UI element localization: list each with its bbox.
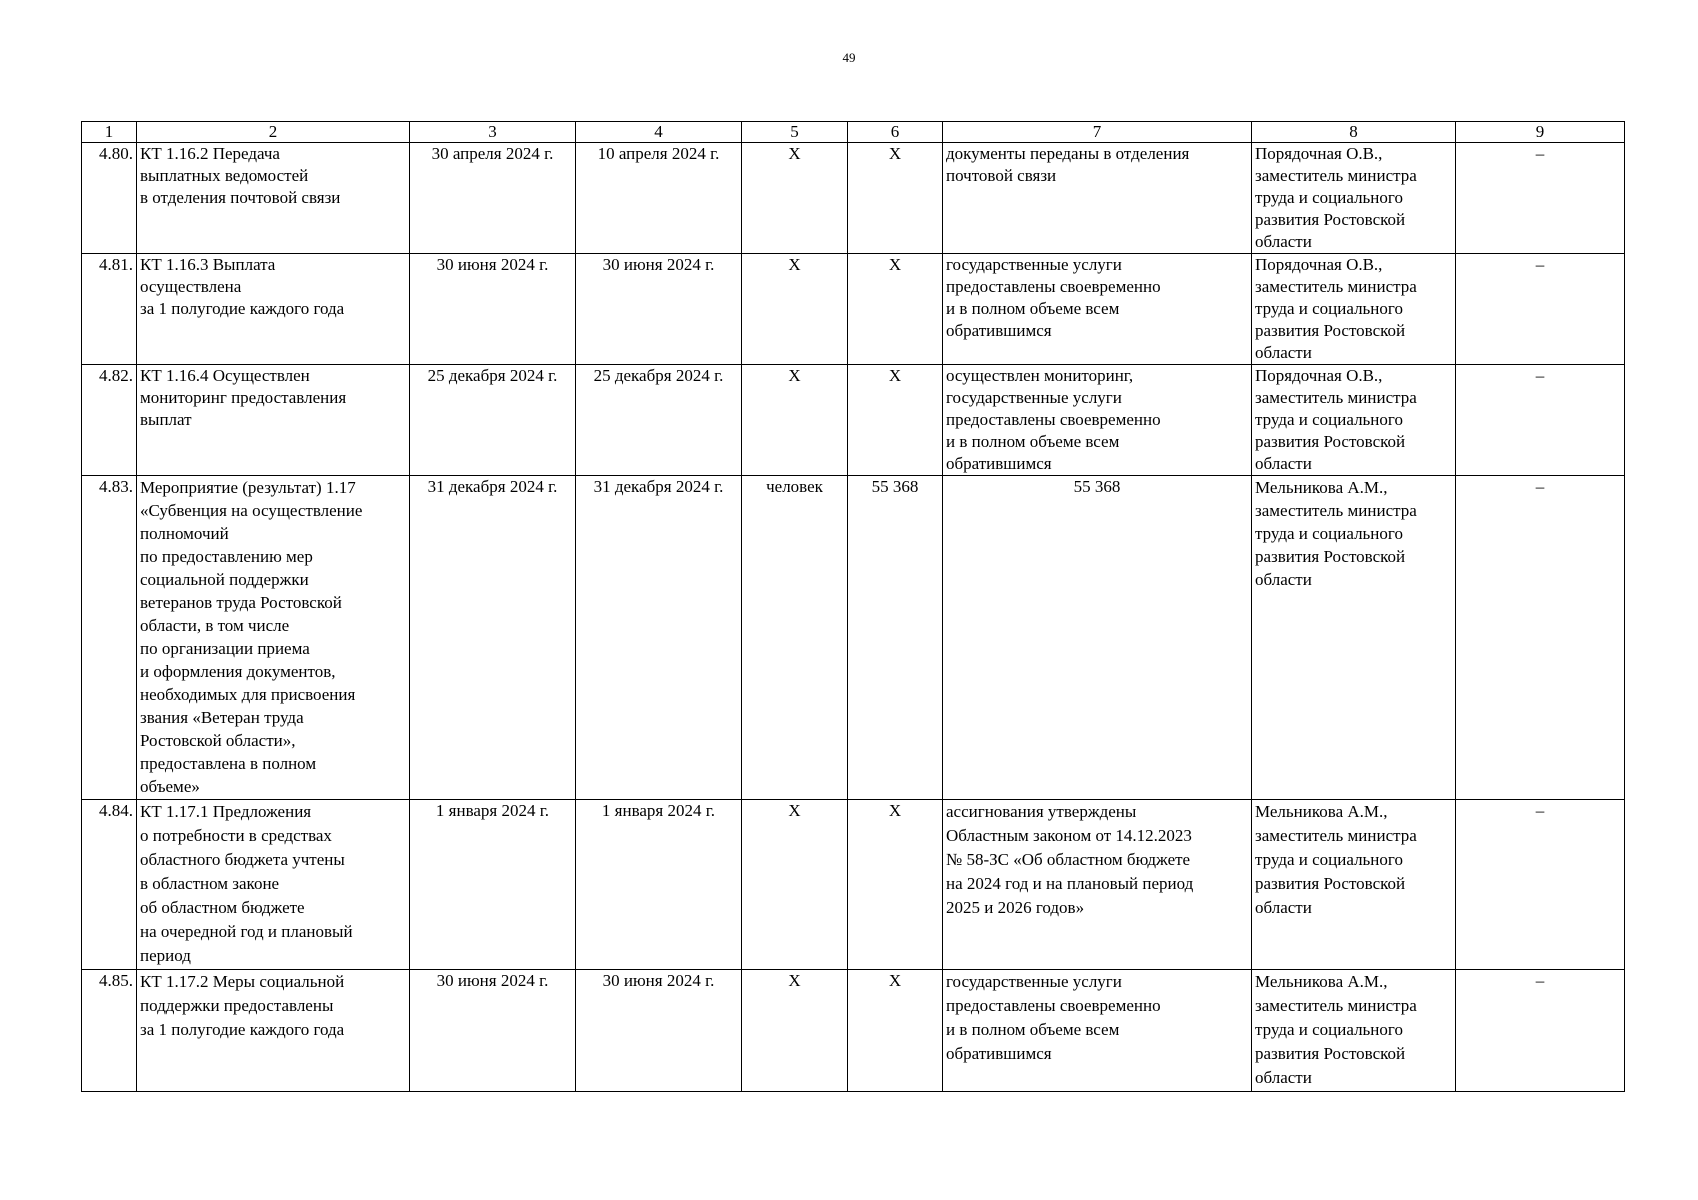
plan-date: 25 декабря 2024 г.	[410, 365, 576, 476]
responsible-cell: Мельникова А.М., заместитель министра труда и социального развития Ростовской области	[1252, 970, 1456, 1092]
unit-cell: человек	[742, 476, 848, 800]
note-cell: –	[1456, 476, 1625, 800]
item-name: КТ 1.17.2 Меры социальной поддержки предоставлены за 1 полугодие каждого года	[137, 970, 410, 1092]
header-cell: 5	[742, 122, 848, 143]
plan-date: 30 июня 2024 г.	[410, 970, 576, 1092]
table-row	[82, 143, 1625, 254]
fact-date: 1 января 2024 г.	[576, 800, 742, 970]
result-cell: ассигнования утверждены Областным законом от 14.12.2023 № 58-ЗС «Об областном бюджете на 2024 год и на плановый период 2025 и 2026 годов»	[943, 800, 1252, 970]
responsible-cell: Порядочная О.В., заместитель министра труда и социального развития Ростовской области	[1252, 365, 1456, 476]
unit-cell: Х	[742, 800, 848, 970]
result-cell: 55 368	[943, 476, 1252, 800]
fact-date: 25 декабря 2024 г.	[576, 365, 742, 476]
header-cell: 3	[410, 122, 576, 143]
row-number: 4.84.	[82, 800, 137, 970]
table-row	[82, 970, 1625, 1092]
fact-date: 10 апреля 2024 г.	[576, 143, 742, 254]
item-name: КТ 1.16.2 Передача выплатных ведомостей в отделения почтовой связи	[137, 143, 410, 254]
table-row	[82, 800, 1625, 970]
result-cell: документы переданы в отделения почтовой связи	[943, 143, 1252, 254]
note-cell: –	[1456, 254, 1625, 365]
plan-date: 1 января 2024 г.	[410, 800, 576, 970]
responsible-cell: Порядочная О.В., заместитель министра труда и социального развития Ростовской области	[1252, 254, 1456, 365]
responsible-cell: Порядочная О.В., заместитель министра труда и социального развития Ростовской области	[1252, 143, 1456, 254]
note-cell: –	[1456, 970, 1625, 1092]
plan-date: 30 апреля 2024 г.	[410, 143, 576, 254]
header-cell: 8	[1252, 122, 1456, 143]
item-name: КТ 1.16.3 Выплата осуществлена за 1 полугодие каждого года	[137, 254, 410, 365]
responsible-cell: Мельникова А.М., заместитель министра труда и социального развития Ростовской области	[1252, 800, 1456, 970]
page-number: 49	[842, 50, 856, 65]
fact-date: 30 июня 2024 г.	[576, 254, 742, 365]
table-header-row	[82, 122, 1625, 143]
result-cell: государственные услуги предоставлены своевременно и в полном объеме всем обратившимся	[943, 254, 1252, 365]
table-row	[82, 254, 1625, 365]
result-cell: осуществлен мониторинг, государственные услуги предоставлены своевременно и в полном объеме всем обратившимся	[943, 365, 1252, 476]
plan-value-cell: 55 368	[848, 476, 943, 800]
table-row	[82, 365, 1625, 476]
responsible-cell: Мельникова А.М., заместитель министра труда и социального развития Ростовской области	[1252, 476, 1456, 800]
fact-date: 31 декабря 2024 г.	[576, 476, 742, 800]
unit-cell: Х	[742, 365, 848, 476]
plan-date: 30 июня 2024 г.	[410, 254, 576, 365]
unit-cell: Х	[742, 970, 848, 1092]
row-number: 4.80.	[82, 143, 137, 254]
plan-value-cell: Х	[848, 800, 943, 970]
item-name: КТ 1.17.1 Предложения о потребности в средствах областного бюджета учтены в областном законе об областном бюджете на очередной год и плановый период	[137, 800, 410, 970]
table-row	[82, 476, 1625, 800]
header-cell: 9	[1456, 122, 1625, 143]
row-number: 4.82.	[82, 365, 137, 476]
plan-value-cell: Х	[848, 365, 943, 476]
fact-date: 30 июня 2024 г.	[576, 970, 742, 1092]
header-cell: 1	[82, 122, 137, 143]
header-cell: 4	[576, 122, 742, 143]
unit-cell: Х	[742, 254, 848, 365]
note-cell: –	[1456, 800, 1625, 970]
row-number: 4.83.	[82, 476, 137, 800]
result-cell: государственные услуги предоставлены своевременно и в полном объеме всем обратившимся	[943, 970, 1252, 1092]
report-table	[81, 121, 1625, 1092]
plan-value-cell: Х	[848, 254, 943, 365]
header-cell: 6	[848, 122, 943, 143]
unit-cell: Х	[742, 143, 848, 254]
row-number: 4.81.	[82, 254, 137, 365]
plan-value-cell: Х	[848, 143, 943, 254]
note-cell: –	[1456, 365, 1625, 476]
plan-date: 31 декабря 2024 г.	[410, 476, 576, 800]
item-name: КТ 1.16.4 Осуществлен мониторинг предоставления выплат	[137, 365, 410, 476]
header-cell: 2	[137, 122, 410, 143]
row-number: 4.85.	[82, 970, 137, 1092]
note-cell: –	[1456, 143, 1625, 254]
item-name: Мероприятие (результат) 1.17 «Субвенция на осуществление полномочий по предоставлению мер социальной поддержки ветеранов труда Ростовской области, в том числе по организации приема и оформления документов, необходимых для присвоения звания «Ветеран труда Ростовской области», предоставлена в полном объеме»	[137, 476, 410, 800]
header-cell: 7	[943, 122, 1252, 143]
plan-value-cell: Х	[848, 970, 943, 1092]
